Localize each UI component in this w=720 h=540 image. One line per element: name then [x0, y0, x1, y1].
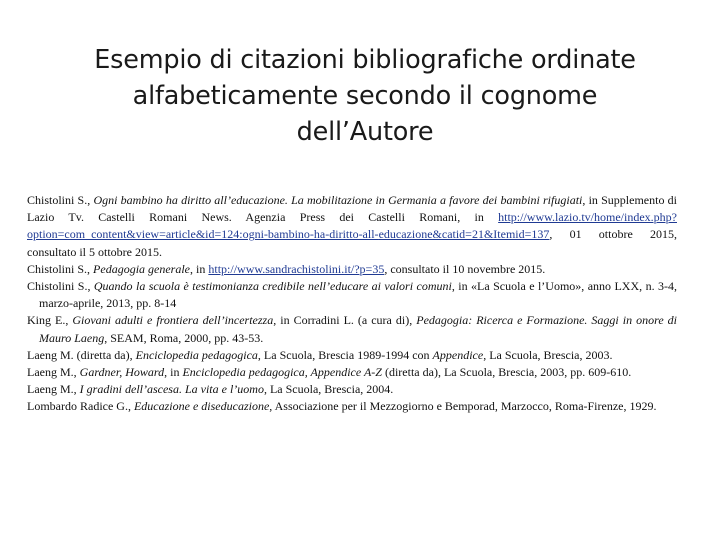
ref-url-link[interactable]: http://www.sandrachistolini.it/?p=35	[208, 261, 385, 276]
ref-author: Lombardo Radice G.,	[27, 399, 134, 414]
ref-source: , in Supplemento di Lazio Tv. Castelli Romani News. Agenzia Press dei Castelli Romani, in	[27, 193, 677, 225]
ref-mid: , in	[164, 365, 183, 380]
ref-author: Laeng M.,	[27, 382, 80, 397]
ref-tail: (diretta da), La Scuola, Brescia, 2003, pp. 609-610.	[381, 365, 632, 380]
ref-title: Ogni bambino ha diritto all’educazione. La mobilitazione in Germania a favore dei bambini rifugiati	[93, 193, 583, 207]
reference-laeng-3	[27, 381, 677, 398]
reference-chistolini-2	[27, 261, 677, 278]
reference-king	[27, 312, 677, 346]
ref-title: Educazione e diseducazione	[133, 399, 270, 414]
ref-tail: , 01 ottobre 2015, consultato il 5 ottobre 2015.	[27, 227, 677, 259]
bibliography-list	[27, 192, 677, 416]
slide-title	[60, 42, 670, 150]
ref-tail: , La Scuola, Brescia, 2004.	[263, 382, 394, 397]
ref-mid: , in	[190, 261, 209, 276]
ref-mid: , in Corradini L. (a cura di),	[273, 313, 417, 328]
ref-title-2: Appendice	[432, 347, 484, 362]
ref-tail: , consultato il 10 novembre 2015.	[384, 261, 546, 276]
title-line-3: dell’Autore	[296, 117, 434, 147]
ref-title-2: Pedagogia: Ricerca e Formazione. Saggi in onore di Mauro Laeng	[39, 313, 677, 345]
ref-title: Enciclopedia pedagogica	[135, 347, 258, 362]
ref-tail: , La Scuola, Brescia, 2003.	[483, 347, 613, 362]
ref-author: Chistolini S.,	[27, 279, 94, 294]
reference-lombardo-radice	[27, 398, 677, 415]
ref-mid: , La Scuola, Brescia 1989-1994 con	[257, 347, 433, 362]
ref-tail: , SEAM, Roma, 2000, pp. 43-53.	[104, 330, 264, 345]
ref-tail: , Associazione per il Mezzogiorno e Bemporad, Marzocco, Roma-Firenze, 1929.	[269, 399, 657, 414]
ref-author: Laeng M. (diretta da),	[27, 347, 136, 362]
ref-title-2: Enciclopedia pedagogica, Appendice A-Z	[182, 365, 382, 380]
ref-title: Quando la scuola è testimonianza credibile nell’educare ai valori comuni	[93, 279, 452, 294]
reference-chistolini-1	[27, 192, 677, 261]
ref-title: Pedagogia generale	[93, 261, 191, 276]
reference-chistolini-3	[27, 278, 677, 312]
ref-tail: , in «La Scuola e l’Uomo», anno LXX, n. 3-4, marzo-aprile, 2013, pp. 8-14	[39, 279, 678, 311]
ref-title: I gradini dell’ascesa. La vita e l’uomo	[79, 382, 264, 397]
ref-url-part-1: http://www.lazio.tv/home/index.php?option=com_content&view=article&id=124:ogni-bambino-ha-diritto-all-	[27, 210, 677, 242]
ref-title: Giovani adulti e frontiera dell’incertezza	[72, 313, 274, 328]
reference-laeng-1	[27, 347, 677, 364]
ref-author: Laeng M.,	[27, 365, 80, 380]
ref-author: Chistolini S.,	[27, 193, 94, 207]
ref-title: Gardner, Howard	[79, 365, 165, 380]
ref-url-part-2: educazione&catid=21&Itemid=137	[378, 227, 550, 242]
ref-author: King E.,	[27, 313, 73, 328]
title-line-2: alfabeticamente secondo il cognome	[132, 81, 598, 111]
reference-laeng-2	[27, 364, 677, 381]
title-line-1: Esempio di citazioni bibliografiche ordinate	[94, 45, 636, 75]
ref-author: Chistolini S.,	[27, 261, 94, 276]
